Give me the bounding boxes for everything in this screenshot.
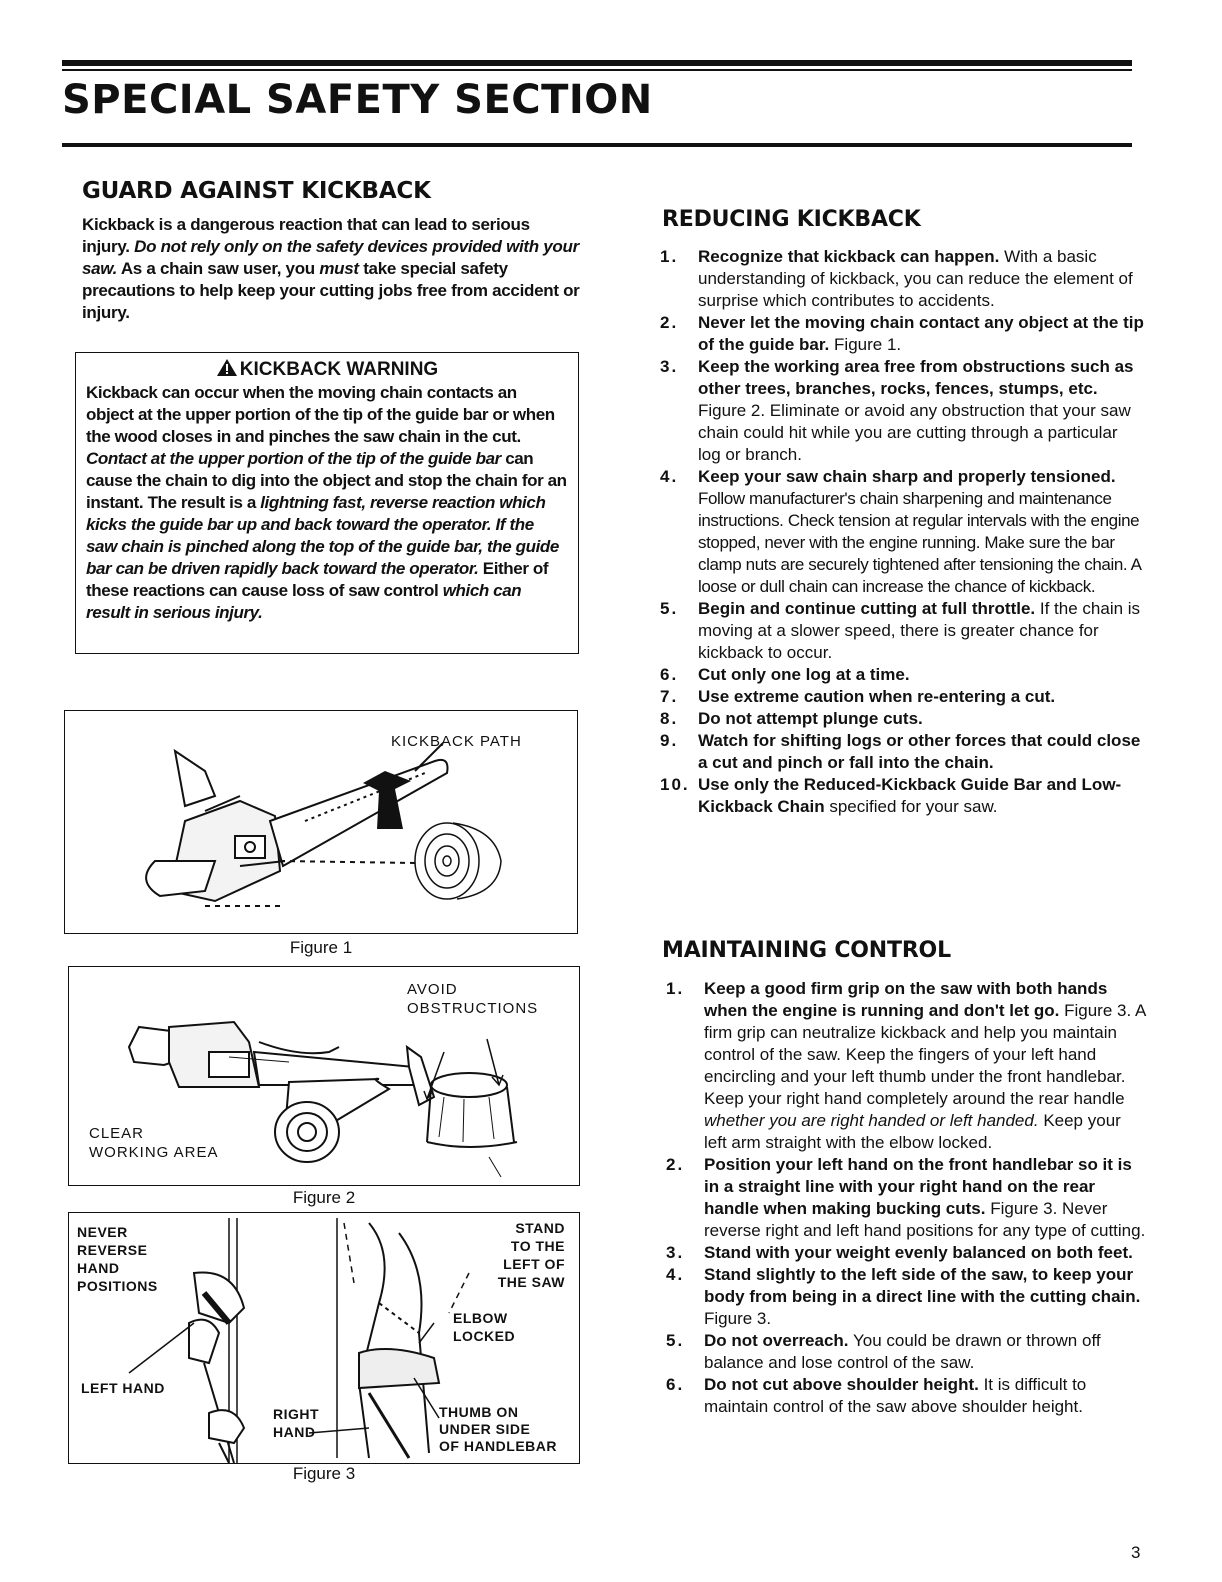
right-hand-label-1: RIGHT: [273, 1406, 320, 1422]
warning-triangle-icon: [216, 358, 238, 377]
list-item: 5. Do not overreach. You could be drawn or thrown off balance and lose control of the saw.: [666, 1331, 1101, 1372]
list-item: 3. Keep the working area free from obstructions such as other trees, branches, rocks, fences, stumps, etc. Figure 2. Eliminate or avoid any obstruction that your saw chain could hit while you are cutting through a particular log or branch.: [660, 357, 1134, 464]
warning-text-1: Kickback can occur when the moving chain contacts an object at the upper portion of the tip of the guide bar or when the wood closes in and pinches the saw chain in the cut.: [86, 383, 555, 446]
figure-2-caption: Figure 2: [292, 1188, 356, 1207]
guard-intro-4: must: [319, 259, 359, 278]
list-item: 1. Keep a good firm grip on the saw with both hands when the engine is running and don't let go. Figure 3. A firm grip can neutralize kickback and help you maintain control of the saw. Keep the fingers of your left hand encircling and your left thumb under the front handlebar. Keep your right hand completely around the rear handle whether you are right handed or left handed. Keep your left arm straight with the elbow locked.: [666, 979, 1146, 1152]
clear-label-1: CLEAR: [89, 1125, 145, 1142]
guard-heading: GUARD AGAINST KICKBACK: [82, 178, 431, 204]
thumb-label-3: OF HANDLEBAR: [439, 1438, 557, 1454]
guard-intro-3: As a chain saw user, you: [120, 259, 315, 278]
reducing-list: [660, 246, 1144, 818]
top-rule-thin: [62, 69, 1132, 71]
top-rule-thick: [62, 60, 1132, 66]
stand-label-1: STAND: [515, 1220, 565, 1236]
thumb-label-1: THUMB ON: [439, 1404, 519, 1420]
title-underline: [62, 143, 1132, 147]
list-item: 4. Keep your saw chain sharp and properly tensioned. Follow manufacturer's chain sharpening and maintenance instructions. Check tension at regular intervals with the engine stopped, never with the engine running. Make sure the bar clamp nuts are securely tightened after tensioning the chain. A loose or dull chain can increase the chance of kickback.: [660, 467, 1141, 596]
list-item: 2. Never let the moving chain contact any object at the tip of the guide bar. Figure 1.: [660, 313, 1144, 354]
stand-label-4: THE SAW: [497, 1274, 565, 1290]
warning-text: [86, 382, 568, 624]
guard-intro-5: take special safety precautions to help keep your cutting jobs free from accident or injury.: [82, 259, 580, 322]
figure-1-caption: Figure 1: [289, 938, 353, 957]
guard-intro: [82, 214, 580, 324]
guard-intro-2: Do not rely only on the safety devices provided with your saw.: [82, 237, 579, 278]
list-item: 7. Use extreme caution when re-entering a cut.: [660, 687, 1056, 706]
warning-title: [86, 358, 568, 381]
figure-1: [64, 710, 578, 934]
list-item: 4. Stand slightly to the left side of the saw, to keep your body from being in a direct line with the cutting chain. Figure 3.: [666, 1265, 1141, 1328]
page-number: 3: [1131, 1543, 1141, 1562]
list-item: 2. Position your left hand on the front handlebar so it is in a straight line with your right hand on the rear handle when making bucking cuts. Figure 3. Never reverse right and left hand positions for any type of cutting.: [666, 1155, 1146, 1240]
never-label-2: REVERSE: [77, 1242, 148, 1258]
list-item: 1. Recognize that kickback can happen. With a basic understanding of kickback, you can reduce the element of surprise which contributes to accidents.: [660, 247, 1133, 310]
kickback-warning-box: [75, 352, 579, 654]
warning-text-2: Contact at the upper portion of the tip of the guide bar: [86, 449, 501, 468]
list-item: 6. Do not cut above shoulder height. It is difficult to maintain control of the saw above shoulder height.: [666, 1375, 1087, 1416]
warning-text-4: lightning fast, reverse reaction which kicks the guide bar up and back toward the operator. If the saw chain is pinched along the top of the guide bar, the guide bar can be driven rapidly back toward the operator.: [86, 493, 559, 578]
never-label-1: NEVER: [77, 1224, 128, 1240]
never-label-3: HAND: [77, 1260, 120, 1276]
avoid-label-1: AVOID: [407, 981, 458, 998]
list-item: 10. Use only the Reduced-Kickback Guide Bar and Low-Kickback Chain specified for your saw.: [660, 775, 1122, 816]
elbow-label-2: LOCKED: [453, 1328, 516, 1344]
reducing-heading: REDUCING KICKBACK: [662, 207, 921, 232]
figure-2: [68, 966, 580, 1186]
page-title: SPECIAL SAFETY SECTION: [62, 77, 653, 123]
warning-text-6: which can result in serious injury.: [86, 581, 522, 622]
stand-label-3: LEFT OF: [503, 1256, 565, 1272]
elbow-label-1: ELBOW: [453, 1310, 508, 1326]
list-item: 6. Cut only one log at a time.: [660, 665, 910, 684]
avoid-label-2: OBSTRUCTIONS: [407, 1000, 539, 1017]
guard-intro-1: Kickback is a dangerous reaction that can lead to serious injury.: [82, 215, 530, 256]
list-item: 5. Begin and continue cutting at full throttle. If the chain is moving at a slower speed, there is greater chance for kickback to occur.: [660, 599, 1141, 662]
maintaining-heading: MAINTAINING CONTROL: [662, 938, 951, 963]
list-item: 8. Do not attempt plunge cuts.: [660, 709, 923, 728]
figure-3: [68, 1212, 580, 1464]
never-label-4: POSITIONS: [77, 1278, 158, 1294]
right-hand-label-2: HAND: [273, 1424, 316, 1440]
maintaining-list: [666, 978, 1146, 1418]
clear-label-2: WORKING AREA: [89, 1144, 219, 1161]
warning-text-5: Either of these reactions can cause loss of saw control: [86, 559, 549, 600]
warning-title-text: KICKBACK WARNING: [239, 359, 439, 380]
left-hand-label: LEFT HAND: [81, 1380, 165, 1396]
warning-text-3: can cause the chain to dig into the object and stop the chain for an instant. The result is a: [86, 449, 567, 512]
list-item: 3. Stand with your weight evenly balanced on both feet.: [666, 1243, 1133, 1262]
thumb-label-2: UNDER SIDE: [439, 1421, 531, 1437]
kickback-path-label: KICKBACK PATH: [391, 733, 522, 750]
figure-3-caption: Figure 3: [292, 1464, 356, 1483]
list-item: 9. Watch for shifting logs or other forces that could close a cut and pinch or fall into the chain.: [660, 731, 1141, 772]
stand-label-2: TO THE: [510, 1238, 565, 1254]
